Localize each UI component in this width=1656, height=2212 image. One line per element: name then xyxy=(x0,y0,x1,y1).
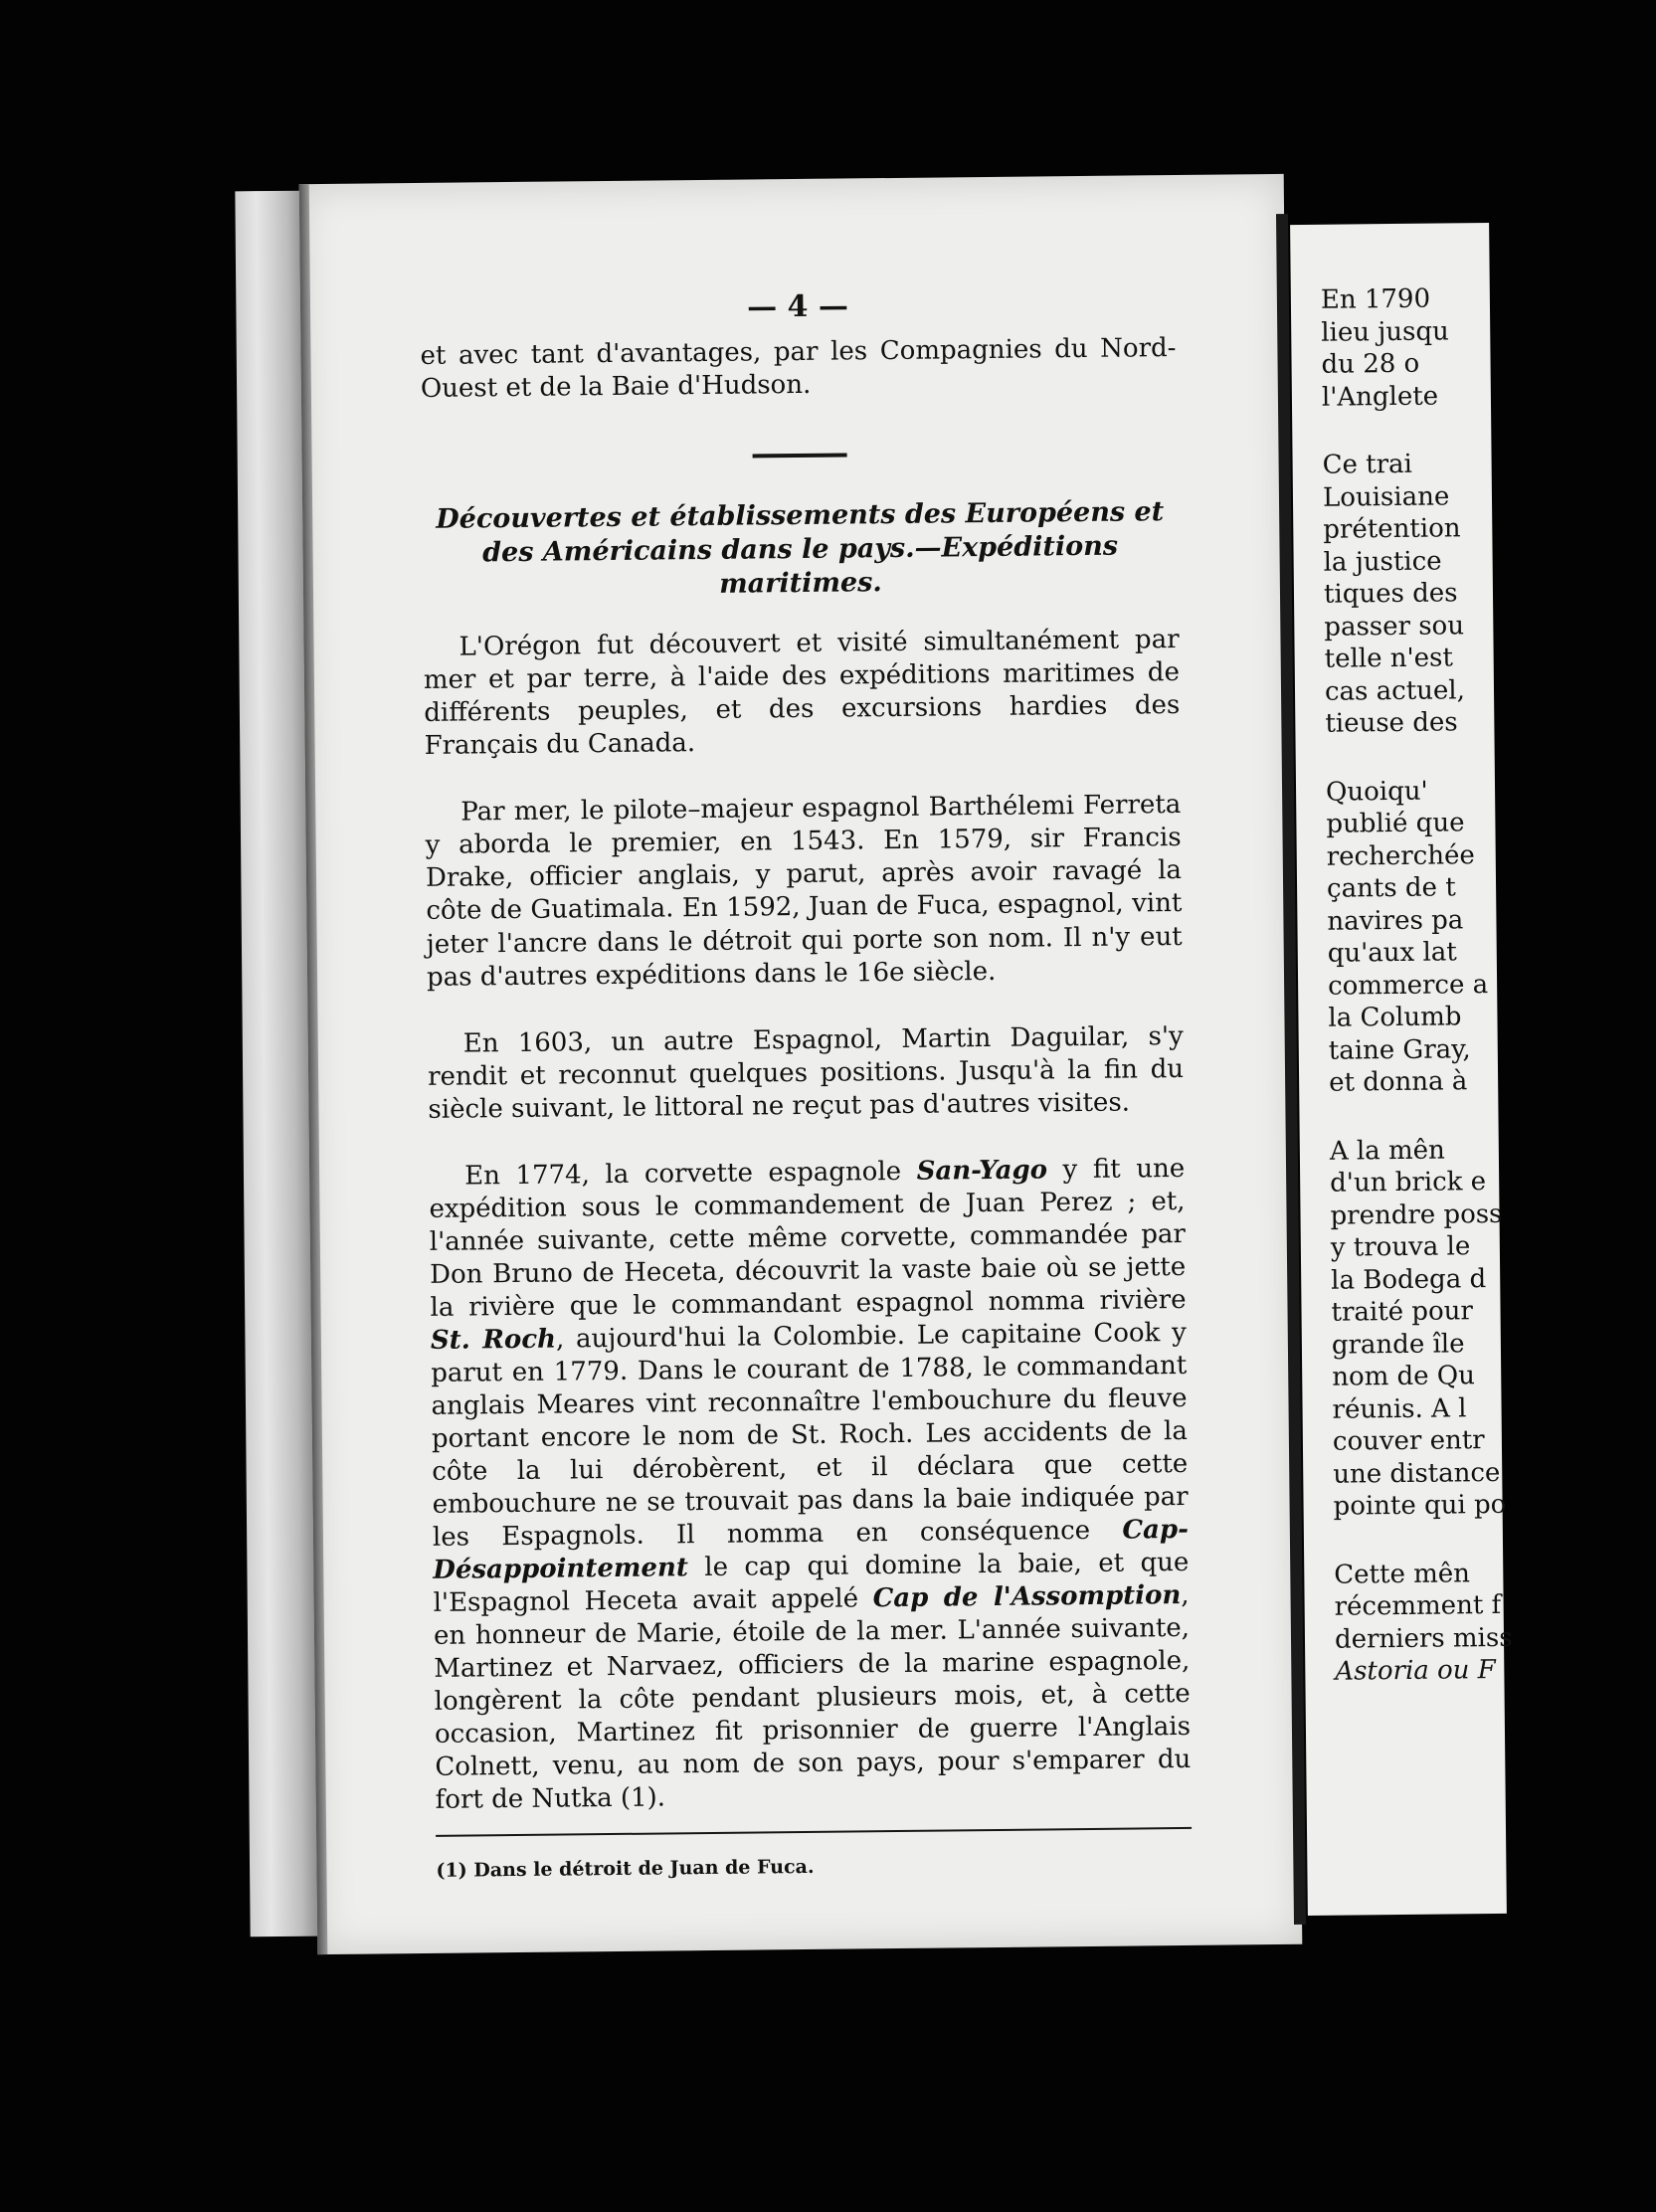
p4-text-4: le cap qui domine la baie, et que l'Espagnol Heceta avait appelé xyxy=(433,1547,1190,1618)
right-page-line: çants de t xyxy=(1326,872,1456,904)
right-page-line: grande île xyxy=(1331,1328,1465,1361)
right-page-line: publié que xyxy=(1326,808,1465,839)
p4-text-2: y fit une expédition sous le commandement de Juan Perez ; et, l'année suivante, cette même corvette, commandée par Don Bruno de Heceta, découvrit la vaste baie où se jette la rivière que le commandant espagnol nomma rivière xyxy=(429,1153,1187,1323)
right-page-line: traité pour xyxy=(1331,1296,1473,1328)
right-page-line: récemment f xyxy=(1334,1589,1502,1622)
right-page-line: réunis. A l xyxy=(1332,1392,1467,1425)
p4-river-name: St. Roch xyxy=(430,1324,557,1356)
right-page-line: recherchée xyxy=(1326,839,1475,872)
right-page-line: En 1790 xyxy=(1320,283,1431,315)
right-page-line: tiques des xyxy=(1323,578,1458,610)
right-page-content xyxy=(1321,280,1654,1688)
page-number: — 4 — xyxy=(746,288,849,325)
right-page-gap xyxy=(1322,410,1640,449)
p4-cape-name: Cap-Désappointement xyxy=(433,1514,1190,1585)
right-page-line: navires pa xyxy=(1327,904,1464,937)
right-page-line: qu'aux lat xyxy=(1327,937,1457,969)
p4-text-3: , aujourd'hui la Colombie. Le capitaine Cook y parut en 1779. Dans le courant de 1788, le commandant anglais Meares vint reconnaître l'embouchure du fleuve portant encore le nom de St. Roch. Les accidents de la côte la lui dérobèrent, et il déclara que cette embouchure ne se trouvait pas dans la baie indiquée par les Espagnols. Il nomma en conséquence xyxy=(431,1317,1189,1553)
p4-text-5: , en honneur de Marie, étoile de la mer. L'année suivante, Martinez et Narvaez, officiers de la marine espagnole, longèrent la côte pendant plusieurs mois, et, à cette occasion, Martinez fit prisonnier de guerre l'Anglais Colnett, venu, au nom de son pays, pour s'emparer du fort de Nutka (1). xyxy=(433,1579,1192,1815)
left-page xyxy=(299,174,1303,1954)
right-page-line: l'Anglete xyxy=(1321,381,1439,413)
right-page-line: d'un brick e xyxy=(1330,1167,1487,1198)
right-page-line: la justice xyxy=(1323,546,1442,578)
page-content xyxy=(420,284,1193,1883)
right-page-line: et donna à xyxy=(1328,1066,1468,1098)
right-page-line: couver entr xyxy=(1332,1425,1485,1457)
section-divider xyxy=(752,454,846,459)
right-page-line: y trouva le xyxy=(1330,1231,1471,1263)
p4-text-1: En 1774, la corvette espagnole xyxy=(463,1156,917,1192)
right-page-line: la Columb xyxy=(1328,1002,1462,1033)
paragraph-discovery: L'Orégon fut découvert et visité simultanément par mer et par terre, à l'aide des expéditions maritimes de différents peuples, et des excursions hardies des Français du Canada. xyxy=(423,625,1181,762)
right-page-line: telle n'est xyxy=(1324,643,1454,674)
paragraph-1774 xyxy=(429,1153,1192,1817)
right-page-line: Astoria ou F xyxy=(1335,1655,1496,1687)
right-page-line: derniers miss xyxy=(1334,1622,1513,1655)
right-page-line: nom de Qu xyxy=(1332,1361,1476,1392)
right-page xyxy=(1290,223,1513,1916)
right-page-line: A la mên xyxy=(1329,1135,1445,1167)
footnote: (1) Dans le détroit de Juan de Fuca. xyxy=(436,1855,815,1882)
right-page-line: pointe qui po xyxy=(1333,1489,1507,1522)
p4-cape-assumption: Cap de l'Assomption xyxy=(872,1579,1182,1614)
right-page-line: lieu jusqu xyxy=(1321,315,1449,348)
right-page-line: prendre poss xyxy=(1330,1198,1503,1231)
section-heading: Découvertes et établissements des Européens et des Américains dans le pays.—Expéditions maritimes. xyxy=(436,496,1165,600)
right-page-gap xyxy=(1334,1520,1652,1559)
right-page-gap xyxy=(1329,1096,1647,1135)
paragraph-1603: En 1603, un autre Espagnol, Martin Daguilar, s'y rendit et reconnut quelques positions. Jusqu'à la fin du siècle suivant, le littoral ne reçut pas d'autres visites. xyxy=(427,1020,1185,1125)
right-page-line: une distance xyxy=(1333,1457,1501,1490)
right-page-line: du 28 o xyxy=(1321,348,1420,380)
right-page-line: cas actuel, xyxy=(1324,674,1466,707)
right-page-gap xyxy=(1326,737,1644,776)
right-page-line: taine Gray, xyxy=(1328,1033,1471,1066)
footnote-rule xyxy=(436,1827,1192,1837)
right-page-line: passer sou xyxy=(1324,610,1465,643)
paragraph-by-sea: Par mer, le pilote–majeur espagnol Barthélemi Ferreta y aborda le premier, en 1543. En 1579, sir Francis Drake, officier anglais, y parut, après avoir ravagé la côte de Guatimala. En 1592, Juan de Fuca, espagnol, vint jeter l'ancre dans le détroit qui porte son nom. Il n'y eut pas d'autres expéditions dans le 16e siècle. xyxy=(425,790,1183,993)
right-page-line: Cette mên xyxy=(1334,1558,1471,1590)
intro-paragraph: et avec tant d'avantages, par les Compagnies du Nord-Ouest et de la Baie d'Hudson. xyxy=(420,333,1177,405)
right-page-line: Quoiqu' xyxy=(1325,776,1428,808)
right-page-line: commerce a xyxy=(1327,969,1489,1002)
p4-ship-name: San-Yago xyxy=(916,1154,1048,1187)
right-page-line: Ce trai xyxy=(1322,449,1413,480)
right-page-line: prétention xyxy=(1323,513,1461,545)
right-page-line: la Bodega d xyxy=(1331,1263,1487,1296)
right-page-line: Louisiane xyxy=(1322,480,1450,513)
right-page-line: tieuse des xyxy=(1325,707,1458,739)
